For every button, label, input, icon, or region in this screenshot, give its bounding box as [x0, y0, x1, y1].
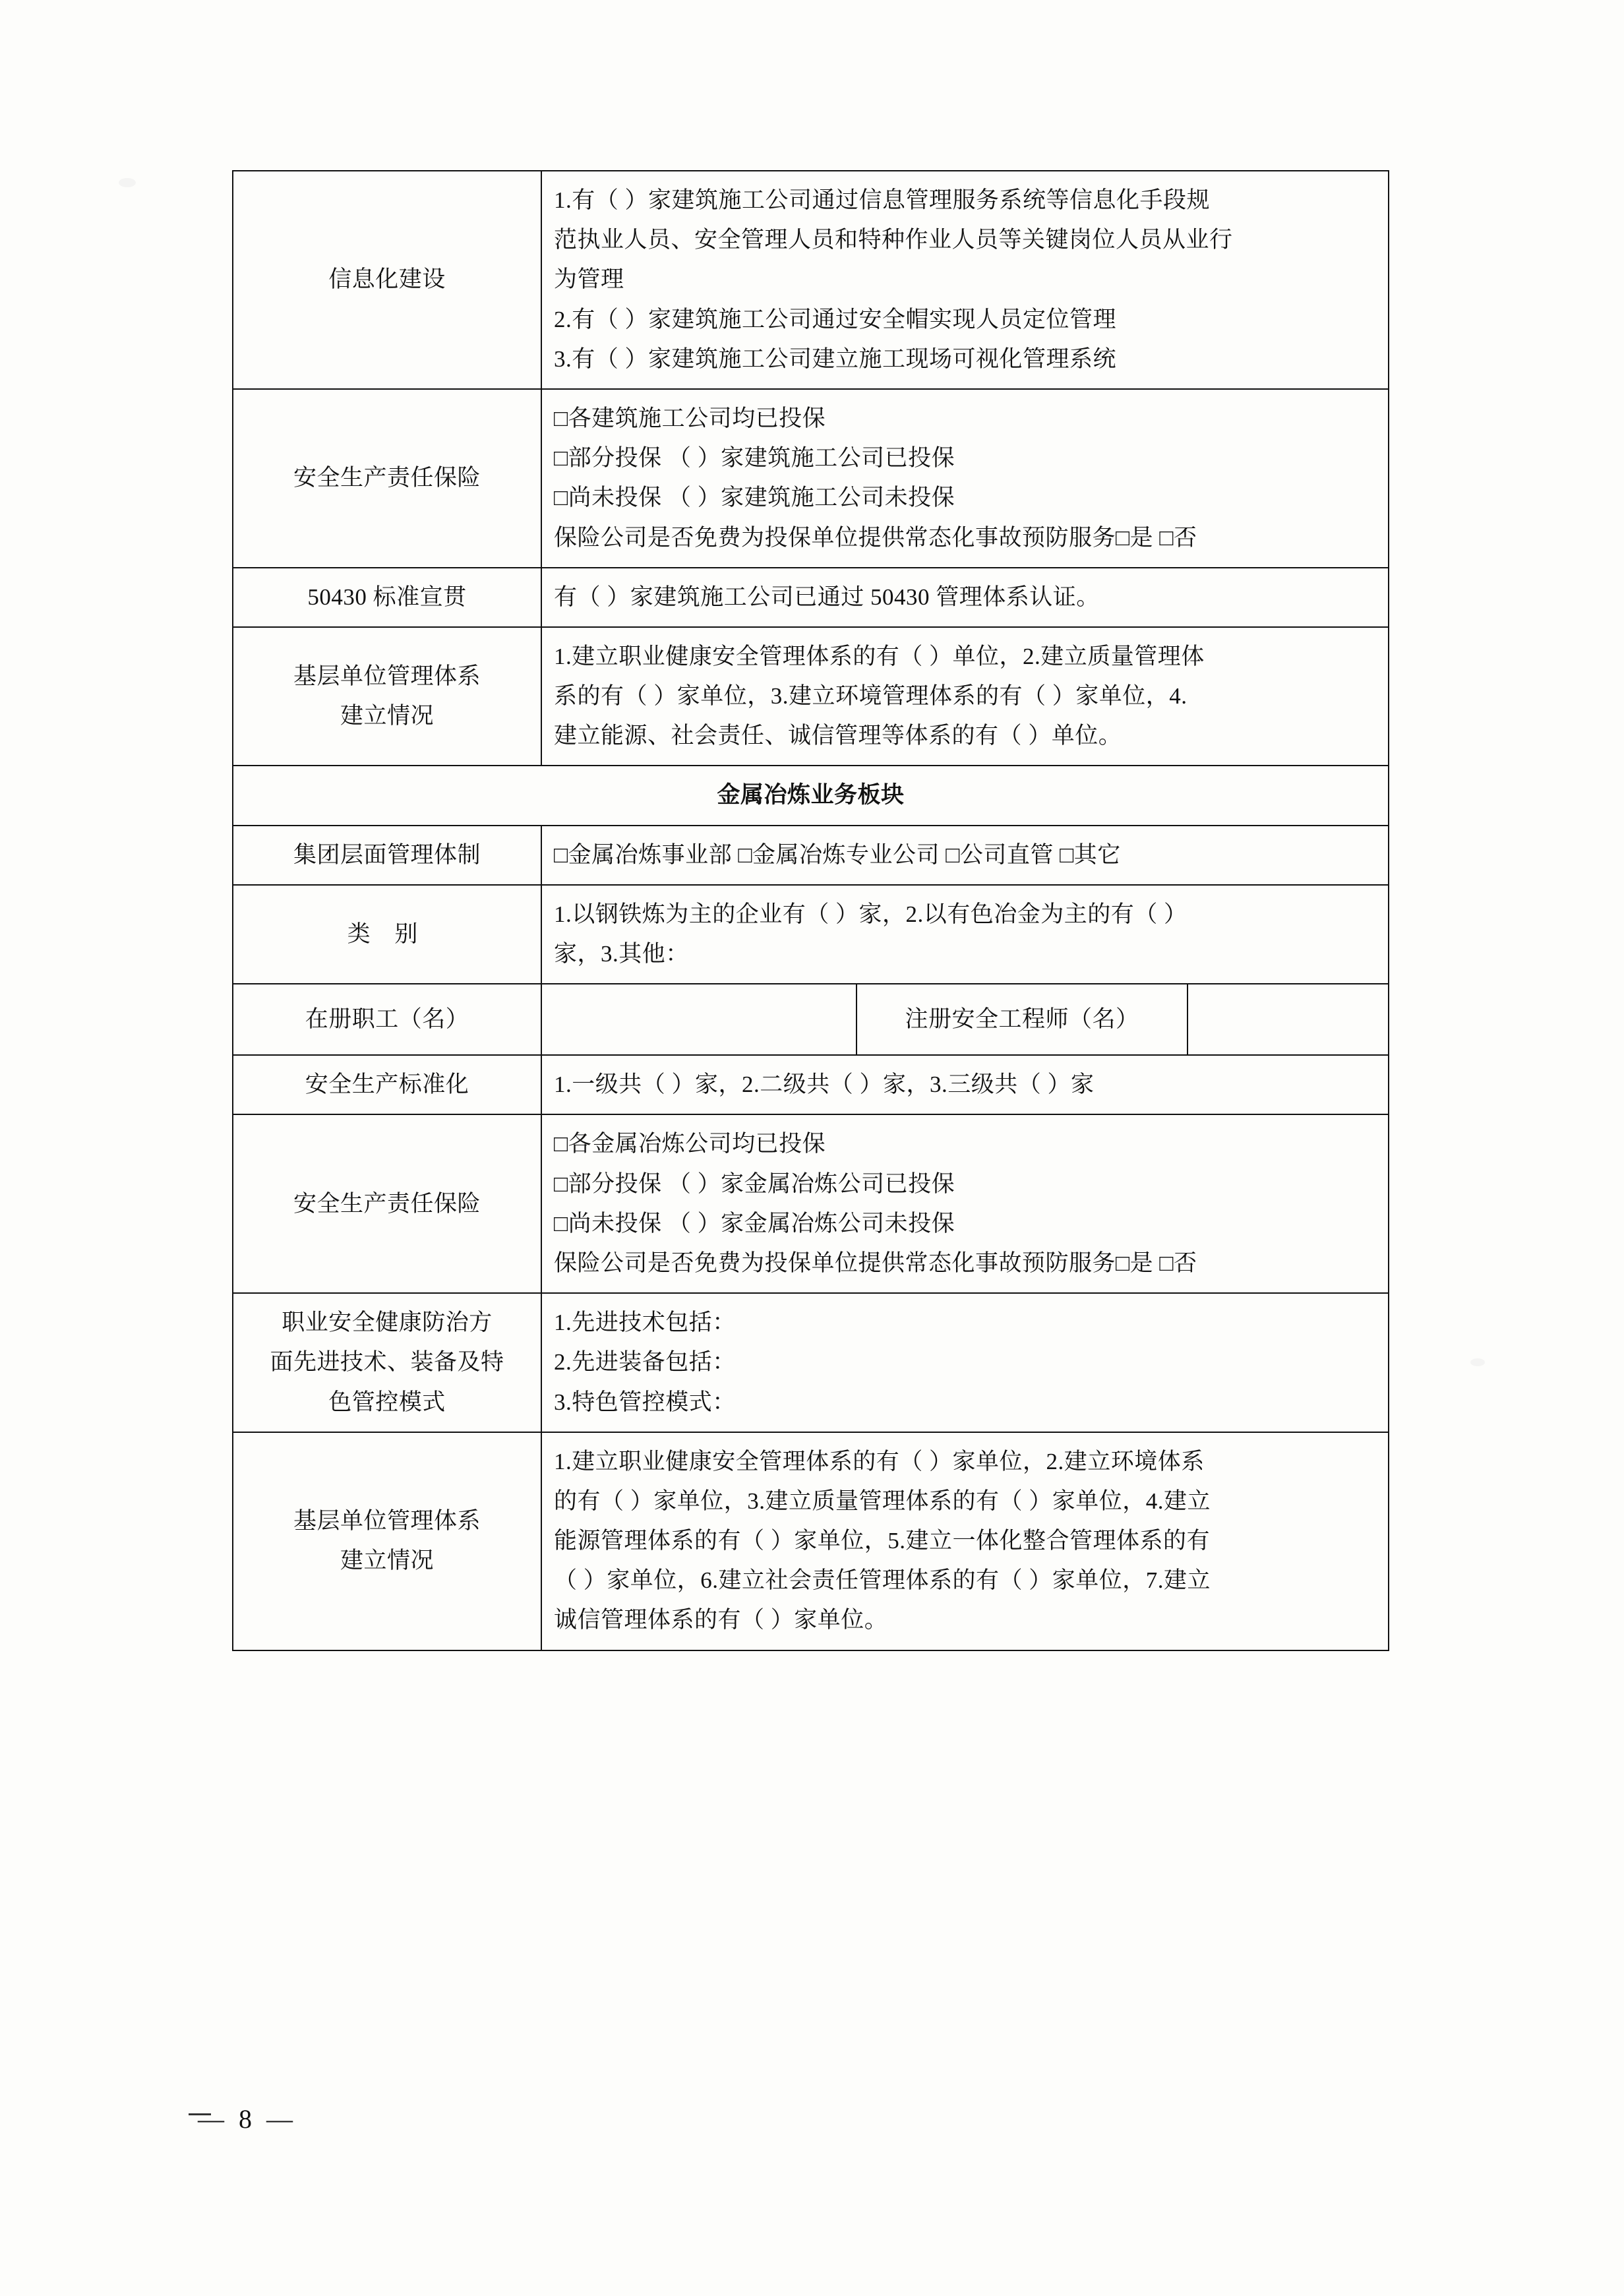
- content-line: □尚未投保 （ ）家建筑施工公司未投保: [554, 485, 955, 511]
- row-content: [541, 1114, 1389, 1293]
- content-line: □部分投保 （ ）家建筑施工公司已投保: [554, 445, 955, 471]
- registered-safety-engineer-value[interactable]: [1188, 984, 1388, 1054]
- row-label: [233, 1055, 541, 1114]
- row-label-text: 基层单位管理体系: [293, 1507, 481, 1534]
- table-row: [233, 1055, 1389, 1114]
- content-line: 能源管理体系的有（ ）家单位，5.建立一体化整合管理体系的有: [554, 1528, 1211, 1554]
- registered-safety-engineer-label: 注册安全工程师（名）: [857, 984, 1188, 1054]
- row-label: [233, 171, 541, 389]
- row-label-text: 建立情况: [340, 703, 434, 729]
- table-row: [233, 826, 1389, 885]
- content-line: □各金属冶炼公司均已投保: [554, 1131, 826, 1157]
- row-label: [233, 826, 541, 885]
- section-title-row: [233, 766, 1389, 825]
- content-line: 保险公司是否免费为投保单位提供常态化事故预防服务□是 □否: [554, 524, 1197, 551]
- content-line: □部分投保 （ ）家金属冶炼公司已投保: [554, 1170, 955, 1197]
- row-label: [233, 1293, 541, 1432]
- row-content: [541, 984, 1389, 1055]
- table-row: [233, 171, 1389, 389]
- table-row: [233, 885, 1389, 984]
- page-number: — 8 —: [198, 2104, 297, 2134]
- section-title: 金属冶炼业务板块: [233, 766, 1389, 825]
- content-line: 范执业人员、安全管理人员和特种作业人员等关键岗位人员从业行: [554, 227, 1233, 253]
- row-label-text: 信息化建设: [328, 266, 446, 293]
- table-row: [233, 1293, 1389, 1432]
- row-label: [233, 1114, 541, 1293]
- table-row: [233, 389, 1389, 568]
- content-line: 诚信管理体系的有（ ）家单位。: [554, 1607, 888, 1633]
- row-content: [541, 627, 1389, 766]
- content-line: （ ）家单位，6.建立社会责任管理体系的有（ ）家单位，7.建立: [554, 1567, 1211, 1594]
- content-line: 1.建立职业健康安全管理体系的有（ ）家单位，2.建立环境体系: [554, 1448, 1205, 1474]
- row-content: [541, 1432, 1389, 1650]
- row-label-text: 在册职工（名）: [305, 1006, 469, 1033]
- row-label: [233, 389, 541, 568]
- row-label-text: 集团层面管理体制: [293, 841, 481, 868]
- table-row: [233, 1114, 1389, 1293]
- table-row: [233, 627, 1389, 766]
- table-row: [233, 1432, 1389, 1650]
- row-label-text: 职业安全健康防治方: [282, 1310, 493, 1336]
- row-content: [541, 1055, 1389, 1114]
- content-line: 3.有（ ）家建筑施工公司建立施工现场可视化管理系统: [554, 346, 1117, 372]
- row-content: [541, 826, 1389, 885]
- row-label: [233, 627, 541, 766]
- row-label-text: 安全生产标准化: [305, 1072, 469, 1098]
- row-content: [541, 568, 1389, 627]
- row-label-text: 色管控模式: [328, 1389, 446, 1415]
- row-label: [233, 885, 541, 984]
- content-line: 2.先进装备包括：: [554, 1349, 736, 1375]
- row-label-text: 类 别: [347, 921, 427, 947]
- content-line: 的有（ ）家单位，3.建立质量管理体系的有（ ）家单位，4.建立: [554, 1488, 1211, 1514]
- row-content: [541, 1293, 1389, 1432]
- content-line: □各建筑施工公司均已投保: [554, 405, 826, 431]
- row-content: [541, 171, 1389, 389]
- table-row: [233, 984, 1389, 1055]
- registered-staff-label: [233, 984, 541, 1055]
- row-label-text: 基层单位管理体系: [293, 663, 481, 689]
- scan-artifact: [119, 178, 136, 187]
- content-line: 1.一级共（ ）家，2.二级共（ ）家，3.三级共（ ）家: [554, 1072, 1095, 1098]
- content-line: 1.有（ ）家建筑施工公司通过信息管理服务系统等信息化手段规: [554, 187, 1211, 213]
- content-line: □尚未投保 （ ）家金属冶炼公司未投保: [554, 1210, 955, 1236]
- row-label-text: 建立情况: [340, 1548, 434, 1574]
- registered-staff-value[interactable]: [542, 984, 857, 1054]
- content-line: 有（ ）家建筑施工公司已通过 50430 管理体系认证。: [554, 584, 1100, 610]
- content-line: 1.建立职业健康安全管理体系的有（ ）单位，2.建立质量管理体: [554, 643, 1205, 669]
- content-line: 1.先进技术包括：: [554, 1310, 736, 1336]
- content-line: 2.有（ ）家建筑施工公司通过安全帽实现人员定位管理: [554, 306, 1117, 332]
- content-line: 1.以钢铁炼为主的企业有（ ）家，2.以有色冶金为主的有（ ）: [554, 901, 1188, 927]
- content-line: 为管理: [554, 266, 624, 293]
- row-label-text: 安全生产责任保险: [293, 1190, 481, 1217]
- row-label-text: 面先进技术、装备及特: [270, 1349, 504, 1375]
- form-table: [232, 170, 1389, 1651]
- split-subtable: [542, 984, 1388, 1054]
- content-line: 保险公司是否免费为投保单位提供常态化事故预防服务□是 □否: [554, 1250, 1197, 1276]
- row-content: [541, 885, 1389, 984]
- content-line: 3.特色管控模式：: [554, 1389, 736, 1415]
- content-line: 家，3.其他：: [554, 941, 689, 967]
- content-line: 系的有（ ）家单位，3.建立环境管理体系的有（ ）家单位，4.: [554, 683, 1188, 710]
- table-row: [233, 568, 1389, 627]
- row-label: [233, 568, 541, 627]
- row-content: [541, 389, 1389, 568]
- content-line: 建立能源、社会责任、诚信管理等体系的有（ ）单位。: [554, 723, 1122, 749]
- row-label: [233, 1432, 541, 1650]
- row-label-text: 安全生产责任保险: [293, 465, 481, 491]
- scan-artifact: [1470, 1358, 1485, 1366]
- row-label-text: 50430 标准宣贯: [307, 584, 467, 610]
- content-line: □金属冶炼事业部 □金属冶炼专业公司 □公司直管 □其它: [554, 841, 1121, 868]
